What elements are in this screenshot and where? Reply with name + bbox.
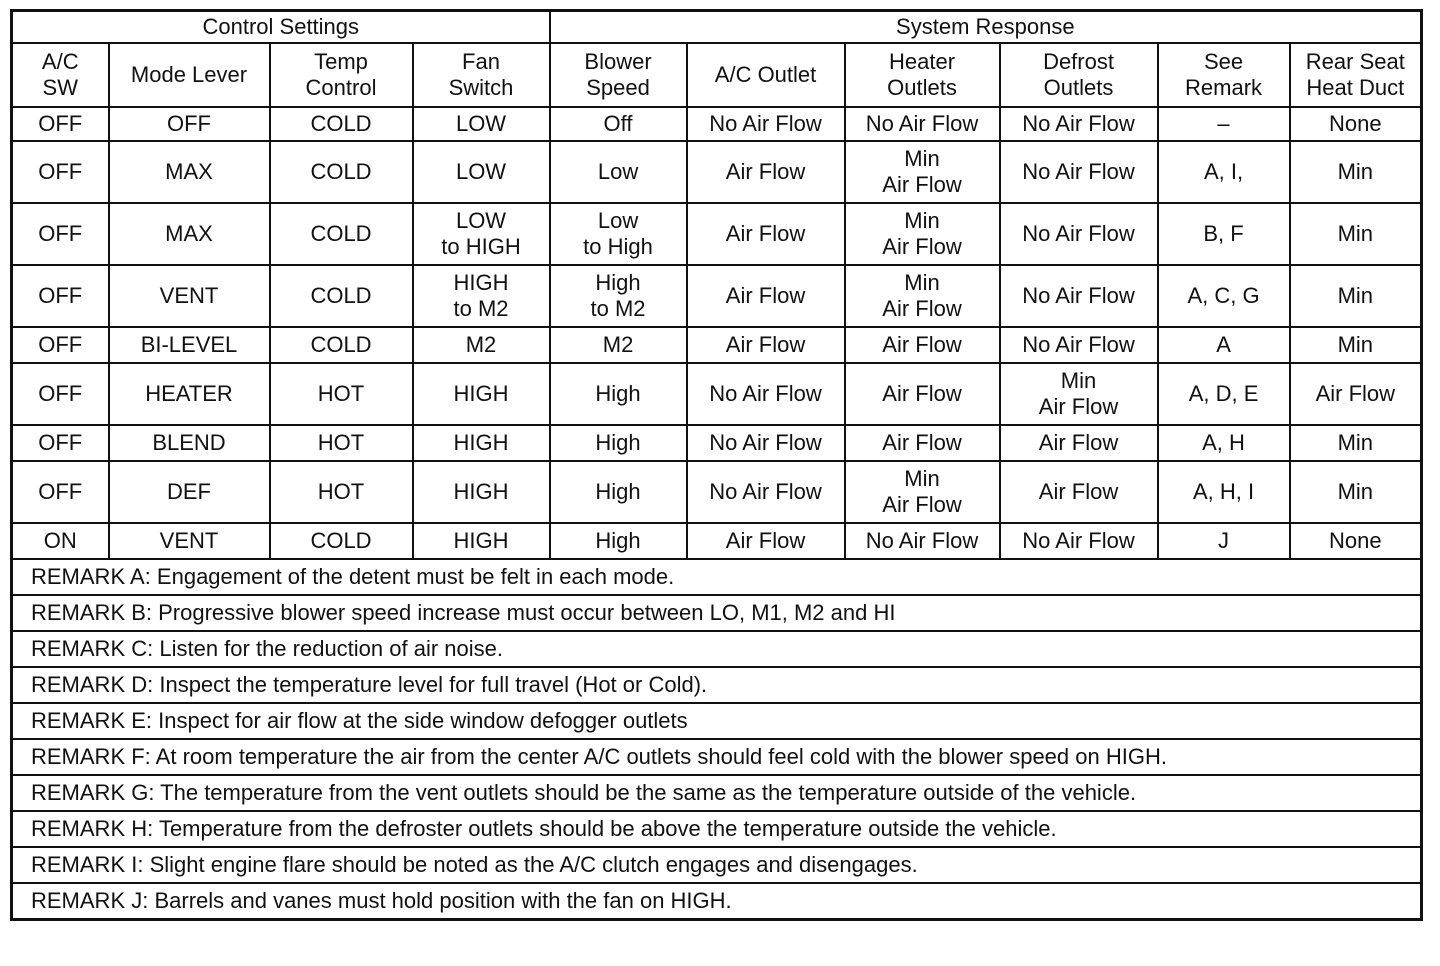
table-cell: OFF — [12, 363, 109, 425]
table-cell: High — [550, 425, 687, 461]
table-cell: No Air Flow — [687, 363, 845, 425]
table-cell: Min — [1290, 141, 1422, 203]
table-cell: HIGH — [413, 461, 550, 523]
table-cell: HOT — [270, 461, 413, 523]
table-cell: Air Flow — [845, 425, 1000, 461]
table-cell: Air Flow — [1000, 425, 1158, 461]
table-cell: BLEND — [109, 425, 270, 461]
table-cell: Min Air Flow — [845, 141, 1000, 203]
table-cell: No Air Flow — [845, 523, 1000, 559]
table-row — [12, 523, 1422, 559]
remark-d: REMARK D: Inspect the temperature level for full travel (Hot or Cold). — [12, 667, 1422, 703]
table-row — [12, 107, 1422, 141]
system-response-header: System Response — [550, 11, 1422, 44]
table-cell: No Air Flow — [1000, 203, 1158, 265]
table-cell: HOT — [270, 425, 413, 461]
table-cell: Air Flow — [1000, 461, 1158, 523]
remark-row — [12, 631, 1422, 667]
table-cell: OFF — [12, 265, 109, 327]
table-cell: Min Air Flow — [845, 265, 1000, 327]
table-cell: COLD — [270, 107, 413, 141]
column-header-see-remark: See Remark — [1158, 43, 1290, 107]
table-cell: A, I, — [1158, 141, 1290, 203]
remark-e: REMARK E: Inspect for air flow at the side window defogger outlets — [12, 703, 1422, 739]
table-cell: No Air Flow — [1000, 327, 1158, 363]
control-settings-header: Control Settings — [12, 11, 550, 44]
table-cell: Air Flow — [1290, 363, 1422, 425]
table-cell: A, C, G — [1158, 265, 1290, 327]
table-row — [12, 363, 1422, 425]
table-cell: HIGH to M2 — [413, 265, 550, 327]
table-cell: M2 — [550, 327, 687, 363]
table-cell: High to M2 — [550, 265, 687, 327]
table-cell: Min Air Flow — [1000, 363, 1158, 425]
table-cell: No Air Flow — [1000, 141, 1158, 203]
column-header-heater-outlets: Heater Outlets — [845, 43, 1000, 107]
table-cell: Air Flow — [687, 141, 845, 203]
remark-g: REMARK G: The temperature from the vent outlets should be the same as the temperature outside of the vehicle. — [12, 775, 1422, 811]
table-cell: Min Air Flow — [845, 203, 1000, 265]
table-cell: Air Flow — [687, 523, 845, 559]
column-header-mode-lever: Mode Lever — [109, 43, 270, 107]
table-cell: COLD — [270, 141, 413, 203]
control-response-table — [10, 9, 1423, 921]
column-header-temp-control: Temp Control — [270, 43, 413, 107]
remark-i: REMARK I: Slight engine flare should be noted as the A/C clutch engages and disengages. — [12, 847, 1422, 883]
remark-row — [12, 883, 1422, 920]
table-cell: J — [1158, 523, 1290, 559]
table-cell: High — [550, 363, 687, 425]
remark-row — [12, 739, 1422, 775]
remark-j: REMARK J: Barrels and vanes must hold position with the fan on HIGH. — [12, 883, 1422, 920]
table-cell: LOW — [413, 107, 550, 141]
table-cell: Air Flow — [687, 203, 845, 265]
table-cell: A — [1158, 327, 1290, 363]
table-cell: VENT — [109, 265, 270, 327]
table-cell: COLD — [270, 265, 413, 327]
table-row — [12, 265, 1422, 327]
table-row — [12, 461, 1422, 523]
table-cell: Air Flow — [845, 327, 1000, 363]
table-cell: OFF — [12, 461, 109, 523]
column-header-ac-sw: A/C SW — [12, 43, 109, 107]
hvac-functional-test-chart — [10, 9, 1420, 921]
table-cell: M2 — [413, 327, 550, 363]
table-cell: No Air Flow — [1000, 107, 1158, 141]
table-cell: None — [1290, 523, 1422, 559]
table-cell: COLD — [270, 327, 413, 363]
table-cell: No Air Flow — [1000, 523, 1158, 559]
table-cell: Min — [1290, 425, 1422, 461]
table-cell: No Air Flow — [687, 107, 845, 141]
table-cell: No Air Flow — [845, 107, 1000, 141]
column-header-defrost-outlets: Defrost Outlets — [1000, 43, 1158, 107]
remark-row — [12, 703, 1422, 739]
table-cell: OFF — [12, 425, 109, 461]
table-cell: Min — [1290, 327, 1422, 363]
remark-c: REMARK C: Listen for the reduction of air noise. — [12, 631, 1422, 667]
table-cell: Off — [550, 107, 687, 141]
remark-a: REMARK A: Engagement of the detent must be felt in each mode. — [12, 559, 1422, 595]
table-cell: None — [1290, 107, 1422, 141]
table-cell: LOW to HIGH — [413, 203, 550, 265]
table-row — [12, 327, 1422, 363]
remark-row — [12, 775, 1422, 811]
table-row — [12, 425, 1422, 461]
remark-row — [12, 559, 1422, 595]
table-cell: Min — [1290, 265, 1422, 327]
table-cell: HIGH — [413, 363, 550, 425]
column-header-blower-speed: Blower Speed — [550, 43, 687, 107]
table-cell: Air Flow — [687, 265, 845, 327]
table-cell: Low — [550, 141, 687, 203]
remark-h: REMARK H: Temperature from the defroster outlets should be above the temperature outside the vehicle. — [12, 811, 1422, 847]
remark-b: REMARK B: Progressive blower speed increase must occur between LO, M1, M2 and HI — [12, 595, 1422, 631]
remark-row — [12, 667, 1422, 703]
table-cell: Air Flow — [845, 363, 1000, 425]
remark-row — [12, 847, 1422, 883]
table-cell: OFF — [12, 107, 109, 141]
table-cell: VENT — [109, 523, 270, 559]
table-cell: A, H — [1158, 425, 1290, 461]
table-cell: – — [1158, 107, 1290, 141]
table-cell: No Air Flow — [687, 461, 845, 523]
table-cell: ON — [12, 523, 109, 559]
table-cell: Min — [1290, 203, 1422, 265]
table-cell: HIGH — [413, 425, 550, 461]
table-cell: DEF — [109, 461, 270, 523]
table-row — [12, 141, 1422, 203]
table-cell: Low to High — [550, 203, 687, 265]
column-header-rear-seat-heat-duct: Rear Seat Heat Duct — [1290, 43, 1422, 107]
table-cell: OFF — [12, 203, 109, 265]
table-cell: A, D, E — [1158, 363, 1290, 425]
table-cell: Min Air Flow — [845, 461, 1000, 523]
table-cell: High — [550, 523, 687, 559]
remark-row — [12, 595, 1422, 631]
table-cell: BI-LEVEL — [109, 327, 270, 363]
table-row — [12, 203, 1422, 265]
table-cell: Air Flow — [687, 327, 845, 363]
table-cell: HEATER — [109, 363, 270, 425]
remark-row — [12, 811, 1422, 847]
table-cell: MAX — [109, 141, 270, 203]
table-cell: High — [550, 461, 687, 523]
table-cell: LOW — [413, 141, 550, 203]
table-cell: A, H, I — [1158, 461, 1290, 523]
remark-f: REMARK F: At room temperature the air from the center A/C outlets should feel cold with the blower speed on HIGH. — [12, 739, 1422, 775]
table-cell: OFF — [109, 107, 270, 141]
table-cell: OFF — [12, 327, 109, 363]
table-cell: No Air Flow — [687, 425, 845, 461]
column-header-fan-switch: Fan Switch — [413, 43, 550, 107]
table-cell: B, F — [1158, 203, 1290, 265]
table-cell: COLD — [270, 523, 413, 559]
table-cell: HOT — [270, 363, 413, 425]
table-cell: COLD — [270, 203, 413, 265]
table-cell: OFF — [12, 141, 109, 203]
column-header-ac-outlet: A/C Outlet — [687, 43, 845, 107]
table-cell: MAX — [109, 203, 270, 265]
table-cell: Min — [1290, 461, 1422, 523]
table-cell: No Air Flow — [1000, 265, 1158, 327]
table-cell: HIGH — [413, 523, 550, 559]
